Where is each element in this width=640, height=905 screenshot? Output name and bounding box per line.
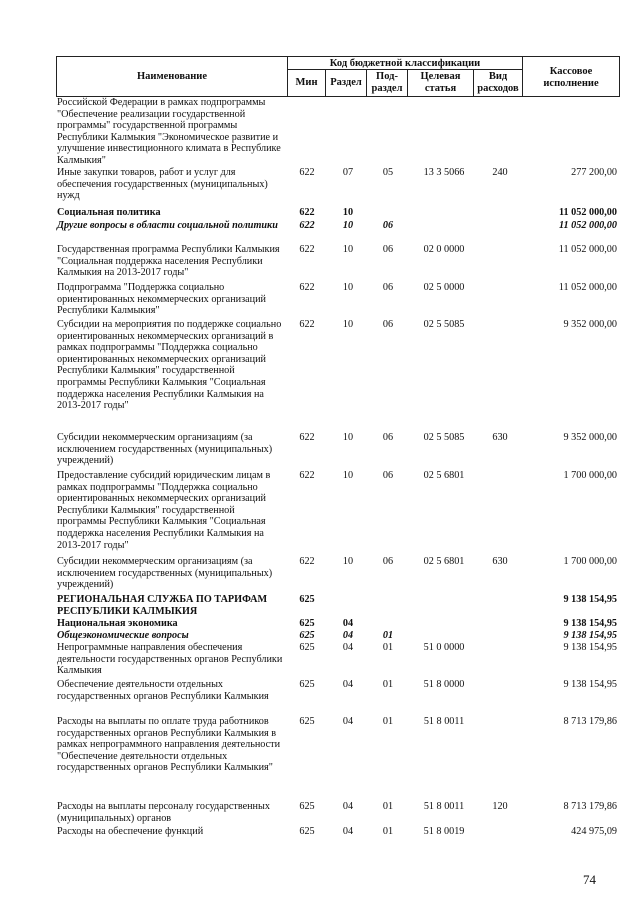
row-kassa: 1 700 000,00 [563, 470, 617, 481]
row-celevaya: 02 5 5085 [423, 319, 465, 330]
row-kassa: 1 700 000,00 [563, 556, 617, 567]
row-razdel: 04 [342, 716, 354, 727]
row-podrazdel: 06 [382, 432, 394, 443]
row-name: Подпрограмма "Поддержка социально ориентированных некоммерческих организаций Республики Калмыкия" [57, 282, 267, 317]
row-razdel: 04 [342, 826, 354, 837]
row-name: Социальная политика [57, 207, 161, 218]
row-min: 625 [299, 630, 315, 641]
row-kassa: 8 713 179,86 [563, 716, 617, 727]
row-min: 622 [299, 244, 315, 255]
header-razdel: Раздел [330, 77, 362, 88]
header-kassa-2: исполнение [543, 78, 599, 89]
row-kassa: 11 052 000,00 [558, 207, 617, 218]
row-min: 622 [299, 432, 315, 443]
row-podrazdel: 06 [382, 220, 394, 231]
row-name: Российской Федерации в рамках подпрограммы "Обеспечение реализации государственной программы" государственной программы Республики Калмыкия "Экономическое развитие и улучшение инвестиционного климата в Республике Калмыкия" [57, 97, 281, 166]
row-name: Иные закупки товаров, работ и услуг для обеспечения государственных (муниципальных) нужд [57, 167, 268, 202]
row-podrazdel: 06 [382, 319, 394, 330]
row-vid: 630 [492, 432, 508, 443]
row-min: 625 [299, 642, 315, 653]
page-number: 74 [583, 872, 596, 887]
row-min: 625 [299, 679, 315, 690]
row-razdel: 10 [342, 319, 354, 330]
row-celevaya: 02 5 0000 [423, 282, 465, 293]
row-min: 625 [299, 801, 315, 812]
row-name: Непрограммные направления обеспечения деятельности государственных органов Республики Калмыкия [57, 642, 283, 677]
header-kassa-1: Кассовое [549, 66, 593, 77]
header-vid-2: расходов [477, 83, 519, 94]
row-kassa: 9 138 154,95 [563, 630, 617, 641]
header-vline-right [619, 56, 620, 97]
row-podrazdel: 06 [382, 282, 394, 293]
row-min: 622 [299, 207, 315, 218]
row-min: 622 [299, 167, 315, 178]
row-kassa: 9 138 154,95 [563, 679, 617, 690]
row-min: 622 [299, 470, 315, 481]
row-podrazdel: 01 [382, 801, 394, 812]
row-razdel: 04 [342, 679, 354, 690]
row-name: Предоставление субсидий юридическим лицам в рамках подпрограммы "Поддержка социально ориентированных некоммерческих организаций Республики Калмыкия" государственной программы Республики Калмыкия "Социальная поддержка населения Республики Калмыкия на 2013-2017 годы" [57, 470, 271, 551]
header-code-subline [287, 69, 522, 70]
row-razdel: 10 [342, 244, 354, 255]
row-razdel: 10 [342, 220, 354, 231]
row-name: Расходы на выплаты персоналу государственных (муниципальных) органов [57, 801, 270, 824]
row-celevaya: 02 0 0000 [423, 244, 465, 255]
row-celevaya: 02 5 6801 [423, 470, 465, 481]
header-top-border [56, 56, 620, 57]
row-razdel: 04 [342, 630, 354, 641]
header-name-label: Наименование [137, 71, 207, 82]
row-celevaya: 02 5 6801 [423, 556, 465, 567]
row-kassa: 9 352 000,00 [563, 319, 617, 330]
row-podrazdel: 01 [382, 630, 394, 641]
row-min: 625 [299, 594, 315, 605]
row-kassa: 424 975,09 [571, 826, 617, 837]
row-min: 625 [299, 826, 315, 837]
row-razdel: 04 [342, 801, 354, 812]
row-podrazdel: 01 [382, 826, 394, 837]
header-code-group: Код бюджетной классификации [329, 58, 481, 69]
row-razdel: 04 [342, 642, 354, 653]
row-podrazdel: 05 [382, 167, 394, 178]
row-razdel: 10 [342, 432, 354, 443]
row-podrazdel: 01 [382, 642, 394, 653]
header-vid-1: Вид [488, 71, 508, 82]
row-razdel: 04 [342, 618, 354, 629]
row-kassa: 8 713 179,86 [563, 801, 617, 812]
row-razdel: 10 [342, 470, 354, 481]
header-podrazdel-1: Под- [376, 71, 398, 82]
header-min: Мин [295, 77, 318, 88]
row-name: Расходы на обеспечение функций [57, 826, 204, 837]
row-min: 622 [299, 556, 315, 567]
row-name: РЕГИОНАЛЬНАЯ СЛУЖБА ПО ТАРИФАМ РЕСПУБЛИКИ КАЛМЫКИЯ [57, 594, 268, 617]
row-name: Субсидии на мероприятия по поддержке социально ориентированных некоммерческих организаций в рамках подпрограммы "Поддержка социально ориентированных некоммерческих организаций Республики Калмыкия" государственной программы Республики Калмыкия "Социальная поддержка населения Республики Калмыкия на 2013-2017 годы" [57, 319, 282, 412]
header-podrazdel-2: раздел [371, 83, 403, 94]
row-celevaya: 51 8 0011 [423, 801, 465, 812]
row-podrazdel: 06 [382, 470, 394, 481]
row-celevaya: 51 0 0000 [423, 642, 465, 653]
row-name: Общеэкономические вопросы [57, 630, 189, 641]
row-kassa: 9 352 000,00 [563, 432, 617, 443]
row-name: Другие вопросы в области социальной политики [57, 220, 278, 231]
row-celevaya: 51 8 0011 [423, 716, 465, 727]
row-kassa: 9 138 154,95 [563, 594, 617, 605]
row-vid: 120 [492, 801, 508, 812]
row-kassa: 11 052 000,00 [558, 244, 617, 255]
row-kassa: 9 138 154,95 [563, 642, 617, 653]
header-celevaya-2: статья [424, 83, 457, 94]
row-razdel: 10 [342, 282, 354, 293]
row-min: 625 [299, 716, 315, 727]
row-name: Государственная программа Республики Калмыкия "Социальная поддержка населения Республики Калмыкия на 2013-2017 годы" [57, 244, 280, 279]
row-min: 622 [299, 319, 315, 330]
row-podrazdel: 01 [382, 679, 394, 690]
row-kassa: 277 200,00 [571, 167, 617, 178]
row-razdel: 10 [342, 556, 354, 567]
row-kassa: 9 138 154,95 [563, 618, 617, 629]
row-podrazdel: 06 [382, 556, 394, 567]
row-celevaya: 51 8 0000 [423, 679, 465, 690]
row-razdel: 07 [342, 167, 354, 178]
row-name: Субсидии некоммерческим организациям (за исключением государственных (муниципальных) учреждений) [57, 432, 273, 467]
row-celevaya: 02 5 5085 [423, 432, 465, 443]
row-min: 625 [299, 618, 315, 629]
row-podrazdel: 06 [382, 244, 394, 255]
row-kassa: 11 052 000,00 [558, 220, 617, 231]
row-razdel: 10 [342, 207, 354, 218]
row-celevaya: 13 3 5066 [423, 167, 465, 178]
row-name: Обеспечение деятельности отдельных государственных органов Республики Калмыкия [57, 679, 269, 702]
row-min: 622 [299, 220, 315, 231]
row-kassa: 11 052 000,00 [558, 282, 617, 293]
row-name: Национальная экономика [57, 618, 178, 629]
row-podrazdel: 01 [382, 716, 394, 727]
header-celevaya-1: Целевая [420, 71, 461, 82]
row-name: Субсидии некоммерческим организациям (за исключением государственных (муниципальных) учреждений) [57, 556, 273, 591]
row-name: Расходы на выплаты по оплате труда работников государственных органов Республики Калмыкия в рамках непрограммного направления деятельности "Обеспечение деятельности отдельных государственных органов Республики Калмыкия" [57, 716, 281, 774]
row-vid: 630 [492, 556, 508, 567]
row-min: 622 [299, 282, 315, 293]
row-vid: 240 [492, 167, 508, 178]
row-celevaya: 51 8 0019 [423, 826, 465, 837]
